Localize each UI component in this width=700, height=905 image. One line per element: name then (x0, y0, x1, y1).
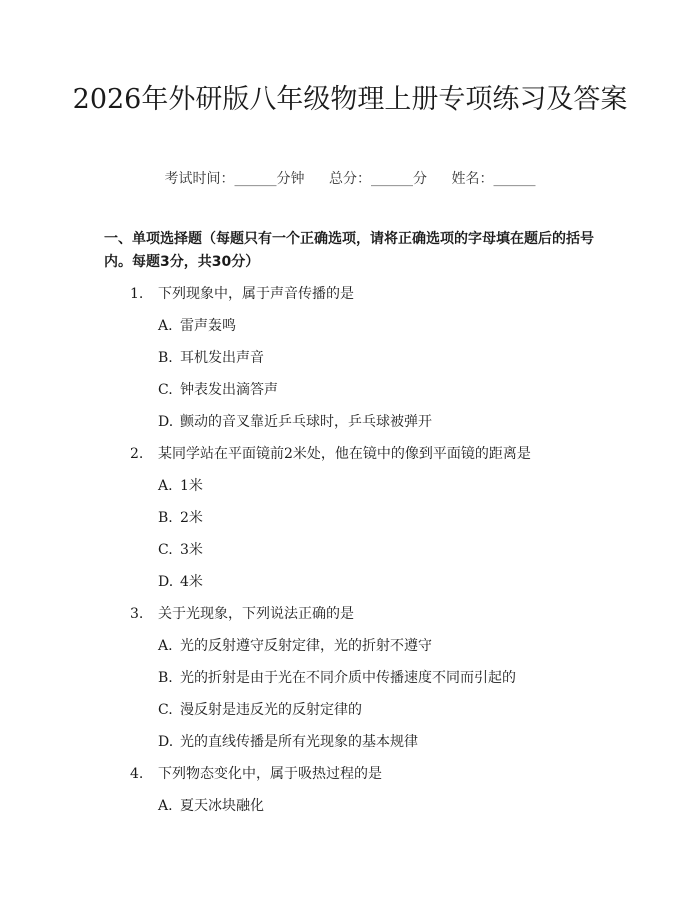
option-text: 漫反射是违反光的反射定律的 (180, 702, 362, 718)
option-letter: A. (158, 478, 173, 494)
question-number: 1. (130, 286, 144, 302)
option-letter: A. (158, 638, 173, 654)
option-2a (158, 475, 203, 495)
option-2c (158, 539, 203, 559)
option-text: 夏天冰块融化 (180, 798, 264, 814)
option-text: 耳机发出声音 (180, 350, 264, 366)
exam-meta (0, 168, 700, 188)
option-1b (158, 347, 264, 367)
question-stem: 下列物态变化中，属于吸热过程的是 (158, 766, 382, 782)
option-text: 光的直线传播是所有光现象的基本规律 (180, 734, 418, 750)
question-3 (130, 603, 354, 623)
option-text: 1米 (180, 478, 203, 494)
time-label: 考试时间： (164, 171, 235, 187)
option-letter: C. (158, 542, 173, 558)
option-text: 雷声轰鸣 (180, 318, 236, 334)
score-unit: 分 (413, 171, 427, 187)
question-4 (130, 763, 382, 783)
option-text: 2米 (180, 510, 203, 526)
question-stem: 下列现象中，属于声音传播的是 (158, 286, 354, 302)
option-2b (158, 507, 203, 527)
time-unit: 分钟 (276, 171, 305, 187)
option-letter: B. (158, 670, 173, 686)
option-2d (158, 571, 203, 591)
option-1c (158, 379, 278, 399)
question-number: 4. (130, 766, 144, 782)
question-number: 2. (130, 446, 144, 462)
option-1d (158, 411, 432, 431)
option-text: 钟表发出滴答声 (180, 382, 278, 398)
exam-time (165, 171, 305, 187)
question-2 (130, 443, 531, 463)
option-letter: C. (158, 702, 173, 718)
option-letter: A. (158, 318, 173, 334)
option-letter: D. (158, 574, 174, 590)
section-heading: 一、单项选择题（每题只有一个正确选项，请将正确选项的字母填在题后的括号内。每题3分，共30分） (104, 231, 594, 270)
question-stem: 关于光现象，下列说法正确的是 (158, 606, 354, 622)
question-1 (130, 283, 354, 303)
option-3b (158, 667, 516, 687)
score-blank: ______ (371, 171, 413, 187)
question-stem: 某同学站在平面镜前2米处，他在镜中的像到平面镜的距离是 (158, 446, 531, 462)
option-letter: B. (158, 510, 173, 526)
name-blank: ______ (493, 171, 536, 187)
option-text: 光的反射遵守反射定律，光的折射不遵守 (180, 638, 432, 654)
option-4a (158, 795, 264, 815)
option-1a (158, 315, 236, 335)
option-letter: D. (158, 414, 174, 430)
option-text: 4米 (180, 574, 203, 590)
option-3c (158, 699, 362, 719)
option-letter: A. (158, 798, 173, 814)
option-text: 颤动的音叉靠近乒乓球时，乒乓球被弹开 (180, 414, 432, 430)
option-text: 3米 (180, 542, 203, 558)
option-3d (158, 731, 418, 751)
question-number: 3. (130, 606, 144, 622)
option-text: 光的折射是由于光在不同介质中传播速度不同而引起的 (180, 670, 516, 686)
document-title: 2026年外研版八年级物理上册专项练习及答案 (72, 84, 628, 115)
score-label: 总分： (329, 171, 371, 187)
option-letter: B. (158, 350, 173, 366)
total-score (329, 171, 427, 187)
option-3a (158, 635, 432, 655)
time-blank: ______ (234, 171, 277, 187)
student-name (451, 171, 535, 187)
option-letter: C. (158, 382, 173, 398)
option-letter: D. (158, 734, 174, 750)
name-label: 姓名： (451, 171, 494, 187)
